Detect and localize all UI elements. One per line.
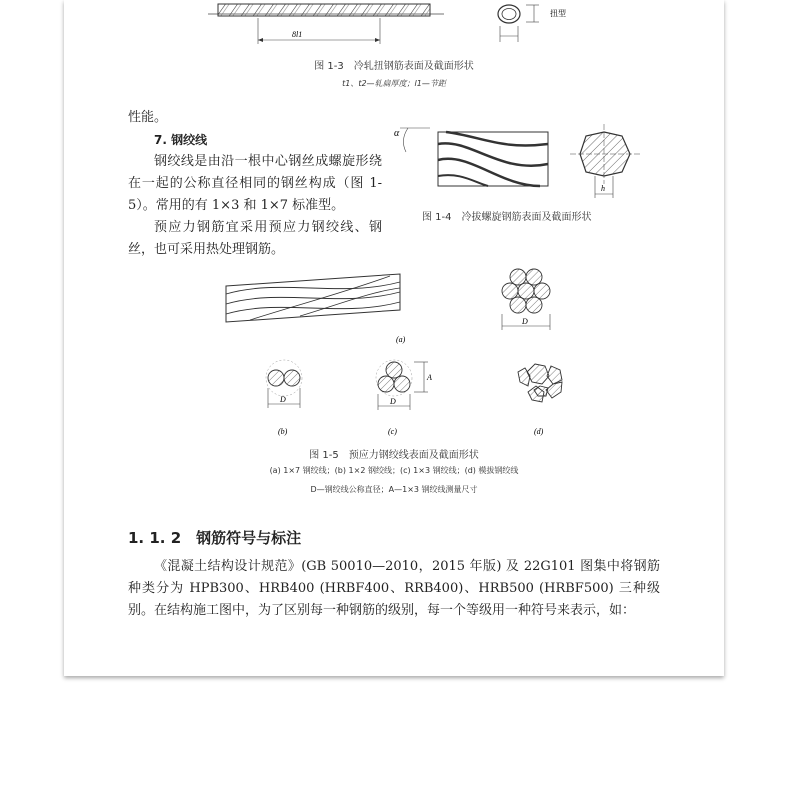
A-label: A: [427, 373, 432, 382]
figure-1-3-subcaption: t1、t2—轧扁厚度；l1—节距: [342, 79, 446, 88]
figure-1-3-drawing: [204, 0, 604, 50]
figure-1-4-drawing: [390, 116, 660, 206]
carryover-text: 性能。: [128, 110, 168, 125]
label-a: (a): [396, 335, 406, 344]
D-label-c: D: [390, 397, 396, 406]
paragraph-prestress: 预应力钢筋宜采用预应力钢绞线、钢丝，也可采用热处理钢筋。: [128, 220, 382, 257]
label-b: (b): [278, 427, 288, 436]
section-paragraph: 《混凝土结构设计规范》(GB 50010—2010，2015 年版) 及 22G101 图集中将钢筋种类分为 HPB300、HRB400 (HRBF400、RRB400)、HRB500 (HRBF500) 三种级别。在结构施工图中，为了区别每一种钢筋的级别，每一个等级用一种符号来表示，如：: [128, 559, 660, 618]
figure-1-5-subcaption-1: (a) 1×7 钢绞线；(b) 1×2 钢绞线；(c) 1×3 钢绞线；(d) 模拔钢绞线: [269, 466, 519, 475]
paragraph-steel-strand: 钢绞线是由沿一根中心钢丝成螺旋形绕在一起的公称直径相同的钢丝构成（图 1-5）。常用的有 1×3 和 1×7 标准型。: [128, 154, 382, 213]
subsection-title-steel-strand: 7. 钢绞线: [154, 133, 208, 147]
dim-8l1: 8l1: [292, 30, 303, 39]
figure-1-3-caption: 图 1-3 冷轧扭钢筋表面及截面形状: [314, 61, 474, 72]
figure-1-5-subcaption-2: D—钢绞线公称直径；A—1×3 钢绞线测量尺寸: [310, 485, 478, 494]
figure-1-5-bcd-drawing: [244, 356, 584, 440]
D-label-a: D: [522, 317, 528, 326]
side-label-niuxing: 扭型: [550, 9, 566, 18]
book-page: [64, 0, 724, 676]
figure-1-5-a-drawing: [220, 264, 580, 348]
section-heading: 1. 1. 2 钢筋符号与标注: [128, 529, 302, 547]
h-label: h: [601, 184, 605, 193]
alpha-label: α: [394, 128, 400, 139]
D-label-b: D: [280, 395, 286, 404]
label-c: (c): [388, 427, 397, 436]
figure-1-5-caption: 图 1-5 预应力钢绞线表面及截面形状: [309, 450, 479, 461]
label-d: (d): [534, 427, 544, 436]
figure-1-4-caption: 图 1-4 冷拔螺旋钢筋表面及截面形状: [422, 212, 592, 223]
